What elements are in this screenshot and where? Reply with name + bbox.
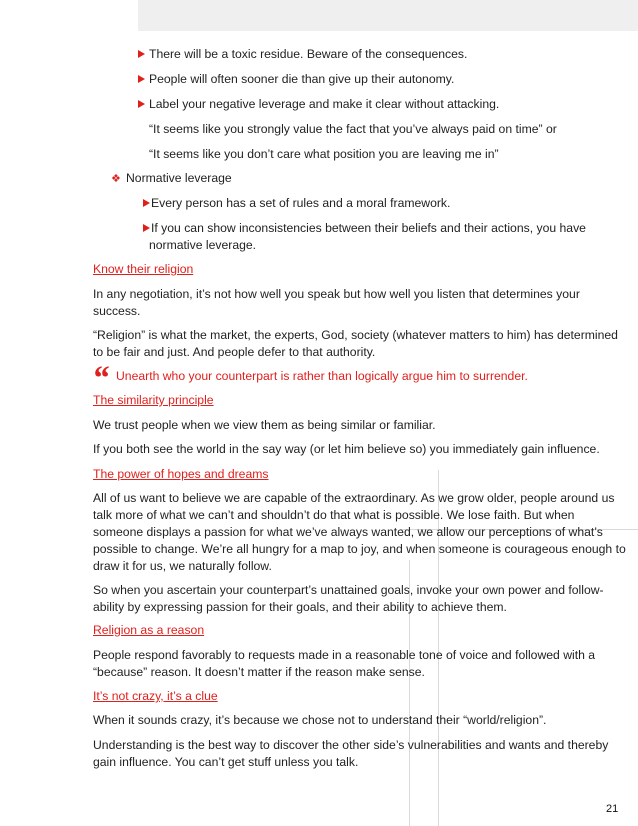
normative-label: Normative leverage [126, 171, 232, 185]
paragraph-line: Understanding is the best way to discover the other side’s vulnerabilities and wants and thereby [93, 738, 609, 752]
normative-sub-item: If you can show inconsistencies between their beliefs and their actions, you have [151, 221, 586, 235]
paragraph-line: success. [93, 304, 141, 318]
paragraph-line: When it sounds crazy, it’s because we chose not to understand their “world/religion”. [93, 713, 547, 727]
paragraph-line: talk more of what we can’t and shouldn’t do that what is possible. We lose faith. But when [93, 508, 575, 522]
arrow-bullet-icon [138, 100, 145, 108]
paragraph-line: possible to change. We’re all hungry for a map to joy, and when someone is courageous enough to [93, 542, 626, 556]
heading-similarity-principle[interactable]: The similarity principle [93, 393, 214, 407]
callout-quote: Unearth who your counterpart is rather than logically argue him to surrender. [116, 369, 528, 383]
paragraph-line: People respond favorably to requests made in a reasonable tone of voice and followed with a [93, 648, 596, 662]
bullet-item: People will often sooner die than give up their autonomy. [149, 72, 455, 86]
paragraph-line: someone displays a passion for what we’ve always wanted, we allow our perceptions of what’s [93, 525, 603, 539]
quote-mark-icon: “ [92, 360, 109, 397]
paragraph-line: We trust people when we view them as being similar or familiar. [93, 418, 436, 432]
heading-not-crazy-clue[interactable]: It’s not crazy, it’s a clue [93, 689, 218, 703]
heading-hopes-and-dreams[interactable]: The power of hopes and dreams [93, 467, 269, 481]
paragraph-line: to be fair and just. And people defer to that authority. [93, 345, 376, 359]
arrow-bullet-icon [143, 224, 150, 232]
paragraph-line: draw it for us, we naturally follow. [93, 559, 272, 573]
diamond-bullet-icon: ❖ [111, 173, 121, 185]
normative-sub-item: Every person has a set of rules and a moral framework. [151, 196, 451, 210]
heading-religion-as-reason[interactable]: Religion as a reason [93, 623, 205, 637]
paragraph-line: “because” reason. It doesn’t matter if the reason make sense. [93, 665, 425, 679]
arrow-bullet-icon [138, 75, 145, 83]
header-bar [138, 0, 638, 31]
bullet-item: There will be a toxic residue. Beware of the consequences. [149, 47, 468, 61]
arrow-bullet-icon [143, 199, 150, 207]
example-quote: “It seems like you don’t care what position you are leaving me in” [149, 147, 499, 161]
paragraph-line: So when you ascertain your counterpart’s unattained goals, invoke your own power and follow- [93, 583, 604, 597]
paragraph-line: All of us want to believe we are capable of the extraordinary. As we grow older, people around us [93, 491, 615, 505]
normative-sub-item-cont: normative leverage. [149, 238, 257, 252]
paragraph-line: If you both see the world in the say way (or let him believe so) you immediately gain influence. [93, 442, 600, 456]
paragraph-line: In any negotiation, it’s not how well you speak but how well you listen that determines your [93, 287, 580, 301]
example-quote: “It seems like you strongly value the fact that you’ve always paid on time” or [149, 122, 557, 136]
arrow-bullet-icon [138, 50, 145, 58]
bullet-item: Label your negative leverage and make it clear without attacking. [149, 97, 500, 111]
paragraph-line: gain influence. You can’t get stuff unless you talk. [93, 755, 359, 769]
heading-know-their-religion[interactable]: Know their religion [93, 262, 194, 276]
paragraph-line: ability by expressing passion for their goals, and their ability to achieve them. [93, 600, 507, 614]
page-number: 21 [606, 803, 619, 815]
paragraph-line: “Religion” is what the market, the experts, God, society (whatever matters to him) has determined [93, 328, 618, 342]
